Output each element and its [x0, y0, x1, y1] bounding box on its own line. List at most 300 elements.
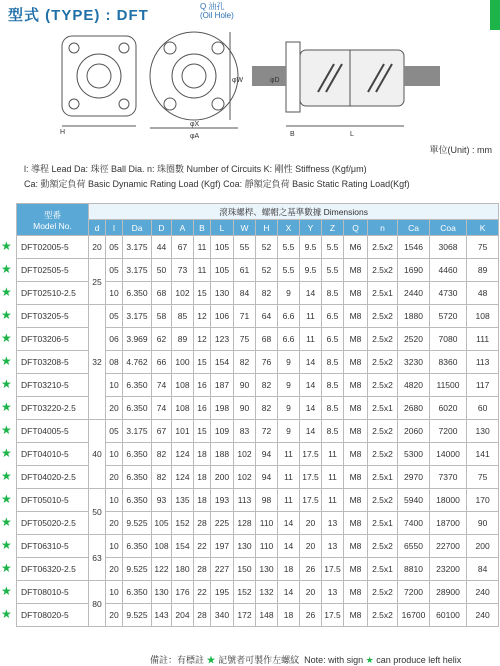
cell-d: 67 — [152, 420, 172, 443]
cell-y: 14 — [300, 374, 322, 397]
cell-y: 26 — [300, 558, 322, 581]
dimensions-header: 滾珠螺桿、螺帽之基準數據 Dimensions — [89, 204, 499, 220]
oil-hole-en: (Oil Hole) — [200, 11, 234, 20]
cell-q: M8 — [344, 328, 368, 351]
cell-y: 9.5 — [300, 236, 322, 259]
cell-l: 106 — [211, 305, 234, 328]
star-icon: ★ — [1, 331, 12, 345]
table-row — [17, 305, 499, 328]
cell-l: 10 — [106, 535, 123, 558]
oil-hole-cn: Q 油孔 — [200, 2, 225, 11]
cell-d: 44 — [152, 236, 172, 259]
column-header-coa: Coa — [430, 220, 467, 236]
cell-q: M8 — [344, 443, 368, 466]
cell-x: 18 — [278, 558, 300, 581]
cell-x: 9 — [278, 420, 300, 443]
model-header — [17, 204, 89, 236]
star-icon: ★ — [1, 469, 12, 483]
cell-ca: 2440 — [398, 282, 430, 305]
star-icon: ★ — [1, 423, 12, 437]
model-header-cn: 型番 — [43, 209, 61, 220]
cell-model — [1, 512, 89, 535]
cell-model — [1, 351, 89, 374]
model-text: DFT04010-5 — [21, 449, 69, 459]
cell-l: 225 — [211, 512, 234, 535]
cell-d: 20 — [89, 236, 106, 259]
star-icon: ★ — [1, 538, 12, 552]
cell-k: 75 — [467, 236, 499, 259]
cell-n: 2.5x2 — [368, 420, 398, 443]
cell-l: 200 — [211, 466, 234, 489]
label-x: φX — [190, 121, 200, 128]
model-text: DFT04020-2.5 — [21, 472, 76, 482]
model-text: DFT05010-5 — [21, 495, 69, 505]
cell-l: 123 — [211, 328, 234, 351]
cell-w: 150 — [234, 558, 256, 581]
cell-model — [1, 305, 89, 328]
cell-l: 10 — [106, 282, 123, 305]
cell-a: 102 — [172, 282, 194, 305]
cell-coa: 11500 — [430, 374, 467, 397]
cell-k: 141 — [467, 443, 499, 466]
cell-n: 2.5x1 — [368, 558, 398, 581]
column-header-da: Da — [123, 220, 152, 236]
cell-k: 90 — [467, 512, 499, 535]
cell-ca: 2970 — [398, 466, 430, 489]
table-row — [17, 489, 499, 512]
star-icon: ★ — [1, 308, 12, 322]
cell-k: 75 — [467, 466, 499, 489]
model-text: DFT03205-5 — [21, 311, 69, 321]
cell-k: 240 — [467, 581, 499, 604]
model-text: DFT03208-5 — [21, 357, 69, 367]
nut-body — [300, 50, 404, 106]
cell-w: 55 — [234, 236, 256, 259]
cell-d: 108 — [152, 535, 172, 558]
cell-x: 9 — [278, 374, 300, 397]
star-icon: ★ — [1, 492, 12, 506]
cell-b: 22 — [194, 535, 211, 558]
cell-w: 83 — [234, 420, 256, 443]
cell-coa: 23200 — [430, 558, 467, 581]
cell-model — [1, 604, 89, 627]
label-b: B — [290, 131, 295, 138]
star-icon: ★ — [1, 607, 12, 621]
cell-y: 20 — [300, 581, 322, 604]
cell-b: 18 — [194, 443, 211, 466]
cell-da: 6.350 — [123, 443, 152, 466]
cell-d: 68 — [152, 282, 172, 305]
cell-a: 135 — [172, 489, 194, 512]
model-text: DFT06310-5 — [21, 541, 69, 551]
cell-k: 117 — [467, 374, 499, 397]
cell-w: 113 — [234, 489, 256, 512]
footnote-cn2: 記號者可製作左螺紋 — [218, 655, 300, 665]
cell-q: M8 — [344, 512, 368, 535]
column-header-x: X — [278, 220, 300, 236]
column-header-ca: Ca — [398, 220, 430, 236]
table-row — [17, 236, 499, 259]
model-text: DFT02510-2.5 — [21, 288, 76, 298]
cell-k: 84 — [467, 558, 499, 581]
cell-a: 176 — [172, 581, 194, 604]
cell-da: 9.525 — [123, 604, 152, 627]
footnote-cn: 備註：有標註 — [150, 655, 205, 665]
cell-d: 66 — [152, 351, 172, 374]
cell-b: 16 — [194, 397, 211, 420]
cell-q: M8 — [344, 535, 368, 558]
cell-da: 6.350 — [123, 535, 152, 558]
cell-q: M8 — [344, 420, 368, 443]
cell-w: 71 — [234, 305, 256, 328]
model-header-en: Model No. — [33, 220, 72, 231]
cell-coa: 28900 — [430, 581, 467, 604]
cell-z: 17.5 — [322, 604, 344, 627]
table-row — [17, 581, 499, 604]
cell-h: 52 — [256, 236, 278, 259]
cell-n: 2.5x2 — [368, 236, 398, 259]
column-header-n: n — [368, 220, 398, 236]
cell-n: 2.5x2 — [368, 489, 398, 512]
cell-k: 170 — [467, 489, 499, 512]
cell-l: 10 — [106, 489, 123, 512]
cell-coa: 3068 — [430, 236, 467, 259]
cell-coa: 7200 — [430, 420, 467, 443]
column-header-l: L — [211, 220, 234, 236]
cell-model — [1, 535, 89, 558]
cell-q: M8 — [344, 558, 368, 581]
cell-z: 11 — [322, 443, 344, 466]
cell-ca: 1690 — [398, 259, 430, 282]
cell-n: 2.5x2 — [368, 328, 398, 351]
cell-da: 3.175 — [123, 259, 152, 282]
cell-a: 124 — [172, 443, 194, 466]
star-icon: ★ — [1, 446, 12, 460]
oil-hole-label — [200, 2, 234, 20]
cell-w: 90 — [234, 397, 256, 420]
cell-a: 89 — [172, 328, 194, 351]
cell-a: 73 — [172, 259, 194, 282]
table-row — [17, 420, 499, 443]
cell-a: 152 — [172, 512, 194, 535]
cell-b: 16 — [194, 374, 211, 397]
model-text: DFT08020-5 — [21, 610, 69, 620]
flange-round-view — [150, 32, 238, 120]
cell-d: 50 — [152, 259, 172, 282]
cell-k: 113 — [467, 351, 499, 374]
cell-ca: 2680 — [398, 397, 430, 420]
column-header-a: A — [172, 220, 194, 236]
cell-ca: 5940 — [398, 489, 430, 512]
cell-n: 2.5x2 — [368, 259, 398, 282]
cell-da: 6.350 — [123, 282, 152, 305]
column-header-l: l — [106, 220, 123, 236]
cell-d: 25 — [89, 259, 106, 305]
cell-coa: 18700 — [430, 512, 467, 535]
cell-b: 12 — [194, 305, 211, 328]
cell-y: 20 — [300, 535, 322, 558]
flange-front-view — [62, 36, 136, 116]
cell-b: 15 — [194, 351, 211, 374]
cell-da: 3.175 — [123, 305, 152, 328]
cell-model — [1, 282, 89, 305]
cell-a: 154 — [172, 535, 194, 558]
cell-w: 102 — [234, 466, 256, 489]
cell-d: 74 — [152, 397, 172, 420]
cell-a: 100 — [172, 351, 194, 374]
cell-h: 52 — [256, 259, 278, 282]
cell-l: 20 — [106, 604, 123, 627]
cell-q: M8 — [344, 305, 368, 328]
cell-b: 15 — [194, 420, 211, 443]
cell-n: 2.5x1 — [368, 282, 398, 305]
star-icon: ★ — [1, 400, 12, 414]
cell-l: 05 — [106, 420, 123, 443]
cell-da: 3.969 — [123, 328, 152, 351]
cell-l: 188 — [211, 443, 234, 466]
cell-model — [1, 581, 89, 604]
cell-w: 102 — [234, 443, 256, 466]
cell-model — [1, 236, 89, 259]
cell-l: 154 — [211, 351, 234, 374]
cell-n: 2.5x2 — [368, 604, 398, 627]
cell-a: 180 — [172, 558, 194, 581]
cell-k: 89 — [467, 259, 499, 282]
column-header-d: d — [89, 220, 106, 236]
cell-model — [1, 397, 89, 420]
star-icon: ★ — [1, 584, 12, 598]
cell-l: 20 — [106, 558, 123, 581]
cell-n: 2.5x1 — [368, 512, 398, 535]
cell-x: 5.5 — [278, 236, 300, 259]
cell-x: 18 — [278, 604, 300, 627]
cell-b: 28 — [194, 558, 211, 581]
cell-d: 40 — [89, 420, 106, 489]
cell-d: 63 — [89, 535, 106, 581]
cell-h: 130 — [256, 558, 278, 581]
cell-ca: 1880 — [398, 305, 430, 328]
cell-x: 6.6 — [278, 305, 300, 328]
model-text: DFT02005-5 — [21, 242, 69, 252]
legend — [24, 162, 410, 192]
cell-z: 13 — [322, 535, 344, 558]
cell-k: 130 — [467, 420, 499, 443]
star-icon: ★ — [1, 285, 12, 299]
cell-l: 10 — [106, 443, 123, 466]
model-text: DFT03210-5 — [21, 380, 69, 390]
cell-ca: 16700 — [398, 604, 430, 627]
cell-x: 9 — [278, 351, 300, 374]
cell-ca: 7200 — [398, 581, 430, 604]
cell-a: 85 — [172, 305, 194, 328]
cell-y: 26 — [300, 604, 322, 627]
footnote-en: Note: with sign — [304, 655, 364, 665]
cell-n: 2.5x2 — [368, 305, 398, 328]
cell-k: 240 — [467, 604, 499, 627]
cell-model — [1, 328, 89, 351]
cell-y: 14 — [300, 282, 322, 305]
cell-y: 14 — [300, 420, 322, 443]
cell-coa: 4730 — [430, 282, 467, 305]
cell-y: 11 — [300, 305, 322, 328]
cell-w: 90 — [234, 374, 256, 397]
cell-model — [1, 420, 89, 443]
cell-x: 14 — [278, 535, 300, 558]
cell-d: 80 — [89, 581, 106, 627]
cell-w: 172 — [234, 604, 256, 627]
cell-model — [1, 443, 89, 466]
column-header-row — [17, 220, 499, 236]
cell-z: 11 — [322, 489, 344, 512]
cell-d: 82 — [152, 443, 172, 466]
cell-y: 11 — [300, 328, 322, 351]
cell-l: 10 — [106, 581, 123, 604]
cell-coa: 8360 — [430, 351, 467, 374]
cell-q: M8 — [344, 604, 368, 627]
cell-b: 18 — [194, 466, 211, 489]
cell-k: 48 — [467, 282, 499, 305]
cell-l: 05 — [106, 236, 123, 259]
model-text: DFT05020-2.5 — [21, 518, 76, 528]
cell-d: 32 — [89, 305, 106, 420]
model-text: DFT04005-5 — [21, 426, 69, 436]
column-header-y: Y — [300, 220, 322, 236]
cell-l: 198 — [211, 397, 234, 420]
cell-l: 227 — [211, 558, 234, 581]
cell-d: 122 — [152, 558, 172, 581]
cell-ca: 8810 — [398, 558, 430, 581]
cell-h: 98 — [256, 489, 278, 512]
cell-l: 130 — [211, 282, 234, 305]
cell-w: 61 — [234, 259, 256, 282]
cell-l: 20 — [106, 397, 123, 420]
model-text: DFT02505-5 — [21, 265, 69, 275]
cell-coa: 7370 — [430, 466, 467, 489]
cell-x: 14 — [278, 581, 300, 604]
cell-x: 11 — [278, 489, 300, 512]
label-l: L — [350, 131, 354, 138]
cell-da: 6.350 — [123, 581, 152, 604]
cell-q: M8 — [344, 282, 368, 305]
footnote-en2: can produce left helix — [376, 655, 462, 665]
cell-b: 22 — [194, 581, 211, 604]
cell-w: 152 — [234, 581, 256, 604]
cell-n: 2.5x1 — [368, 397, 398, 420]
column-header-h: H — [256, 220, 278, 236]
cell-ca: 5300 — [398, 443, 430, 466]
cell-model — [1, 489, 89, 512]
cell-n: 2.5x2 — [368, 443, 398, 466]
cell-z: 8.5 — [322, 282, 344, 305]
cell-k: 60 — [467, 397, 499, 420]
cell-y: 14 — [300, 397, 322, 420]
cell-n: 2.5x2 — [368, 374, 398, 397]
cell-b: 18 — [194, 489, 211, 512]
cell-coa: 4460 — [430, 259, 467, 282]
cell-x: 11 — [278, 466, 300, 489]
footnote — [150, 653, 461, 666]
table-row — [17, 259, 499, 282]
cell-x: 6.6 — [278, 328, 300, 351]
cell-l: 05 — [106, 305, 123, 328]
cell-h: 94 — [256, 443, 278, 466]
cell-x: 5.5 — [278, 259, 300, 282]
cell-l: 08 — [106, 351, 123, 374]
star-icon: ★ — [1, 561, 12, 575]
cell-a: 67 — [172, 236, 194, 259]
cell-w: 84 — [234, 282, 256, 305]
cell-y: 20 — [300, 512, 322, 535]
cell-l: 193 — [211, 489, 234, 512]
cell-y: 17.5 — [300, 489, 322, 512]
cell-da: 4.762 — [123, 351, 152, 374]
cell-a: 204 — [172, 604, 194, 627]
label-h: H — [60, 129, 66, 136]
cell-h: 94 — [256, 466, 278, 489]
cell-coa: 60100 — [430, 604, 467, 627]
cell-q: M8 — [344, 581, 368, 604]
unit-label: 單位(Unit) : mm — [429, 145, 492, 155]
cell-model — [1, 558, 89, 581]
star-icon: ★ — [1, 262, 12, 276]
page-title: 型式 (TYPE) : DFT — [8, 7, 149, 24]
cell-h: 82 — [256, 397, 278, 420]
cell-l: 195 — [211, 581, 234, 604]
cell-coa: 6020 — [430, 397, 467, 420]
cell-b: 28 — [194, 604, 211, 627]
cell-ca: 6550 — [398, 535, 430, 558]
cell-n: 2.5x2 — [368, 535, 398, 558]
cell-d: 93 — [152, 489, 172, 512]
model-text: DFT06320-2.5 — [21, 564, 76, 574]
column-header-b: B — [194, 220, 211, 236]
cell-d: 62 — [152, 328, 172, 351]
cell-da: 6.350 — [123, 466, 152, 489]
cell-d: 105 — [152, 512, 172, 535]
cell-n: 2.5x1 — [368, 466, 398, 489]
cell-q: M6 — [344, 236, 368, 259]
cell-n: 2.5x2 — [368, 581, 398, 604]
cell-d: 58 — [152, 305, 172, 328]
cell-l: 105 — [211, 259, 234, 282]
cell-k: 200 — [467, 535, 499, 558]
cell-q: M8 — [344, 351, 368, 374]
cell-da: 9.525 — [123, 512, 152, 535]
cell-d: 143 — [152, 604, 172, 627]
cell-ca: 1546 — [398, 236, 430, 259]
cell-z: 8.5 — [322, 397, 344, 420]
cell-a: 101 — [172, 420, 194, 443]
cell-da: 6.350 — [123, 489, 152, 512]
cell-ca: 7400 — [398, 512, 430, 535]
column-header-z: Z — [322, 220, 344, 236]
cell-coa: 18000 — [430, 489, 467, 512]
cell-coa: 22700 — [430, 535, 467, 558]
cell-z: 8.5 — [322, 420, 344, 443]
cell-d: 130 — [152, 581, 172, 604]
column-header-d: D — [152, 220, 172, 236]
cell-ca: 2060 — [398, 420, 430, 443]
star-icon: ★ — [365, 655, 374, 665]
spec-table — [1, 203, 499, 627]
technical-drawing — [0, 22, 500, 140]
cell-z: 5.5 — [322, 236, 344, 259]
cell-w: 82 — [234, 351, 256, 374]
star-icon: ★ — [1, 377, 12, 391]
cell-w: 75 — [234, 328, 256, 351]
cell-d: 50 — [89, 489, 106, 535]
cell-z: 17.5 — [322, 558, 344, 581]
